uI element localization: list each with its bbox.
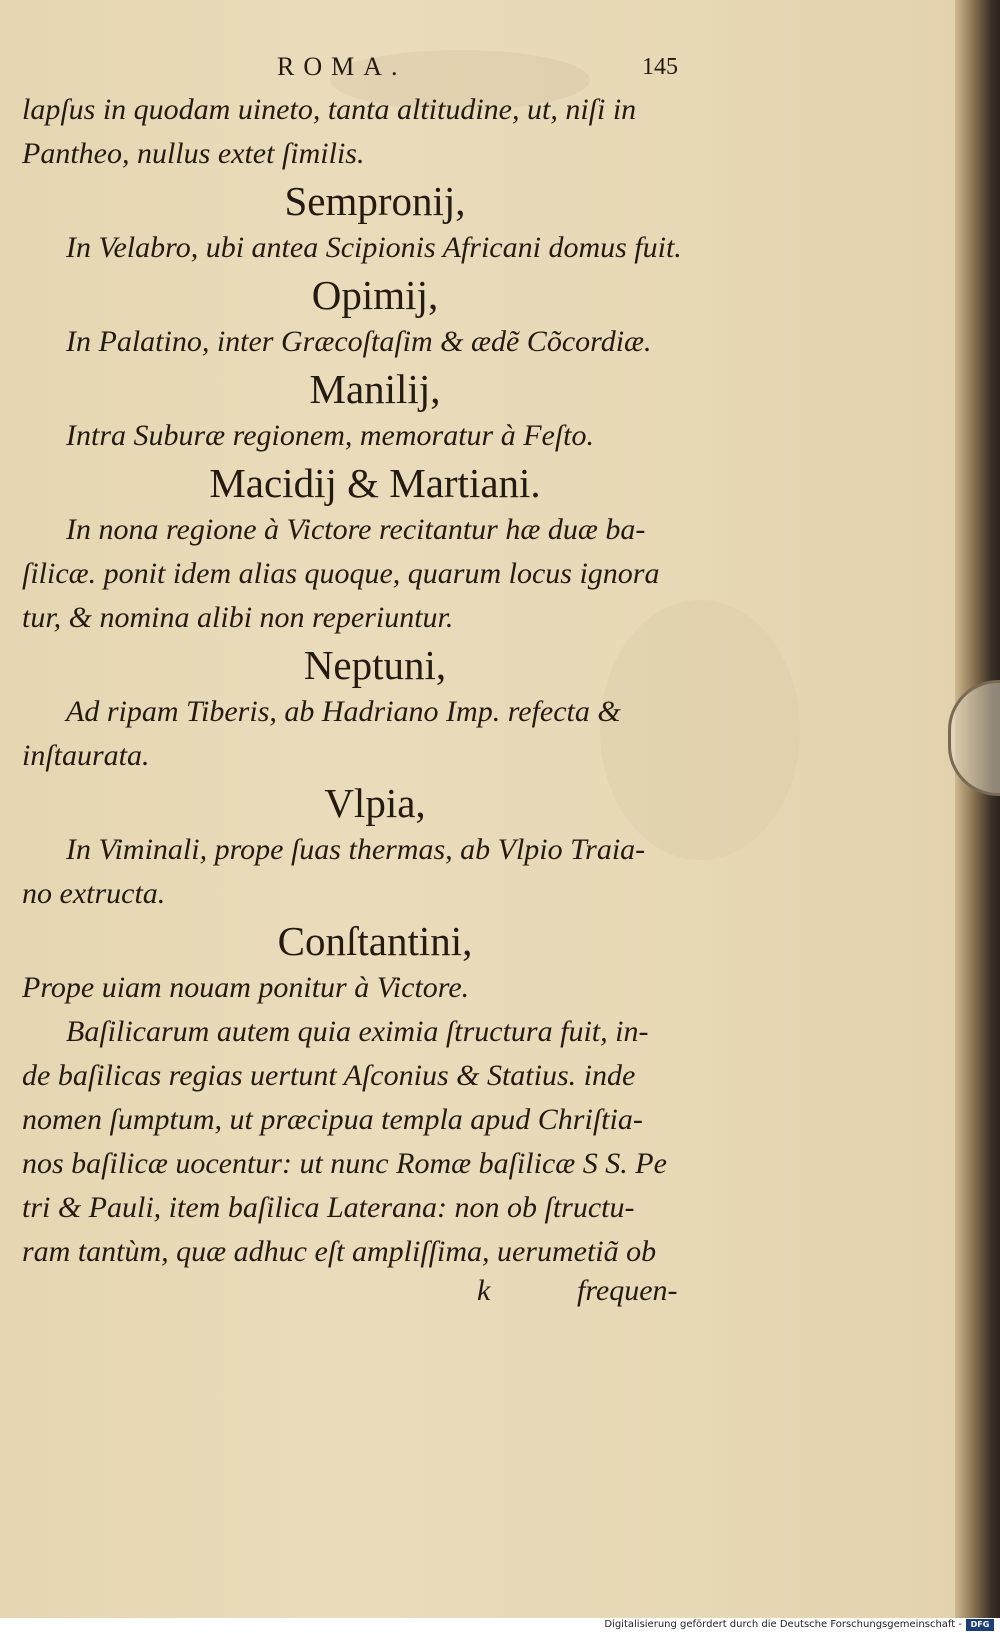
text-line: no extructa. [22, 877, 166, 910]
section-heading: Vlpia, [324, 780, 426, 826]
dfg-logo: DFG [966, 1619, 994, 1631]
text-line: nos baſilicæ uocentur: ut nunc Romæ baſilicæ S S. Pe [22, 1147, 667, 1180]
text-line: In Viminali, prope ſuas thermas, ab Vlpio Traia- [66, 833, 646, 866]
body-text [22, 88, 728, 1274]
digitization-footer [0, 1618, 1000, 1633]
section-heading: Neptuni, [303, 642, 447, 688]
section-heading: Sempronij, [284, 178, 466, 224]
text-line: Intra Suburæ regionem, memoratur à Feſto. [66, 419, 595, 452]
text-line: Baſilicarum autem quia eximia ſtructura fuit, in- [66, 1015, 649, 1048]
text-line: inſtaurata. [22, 739, 150, 772]
signature-mark: k [477, 1274, 491, 1307]
text-line: In Palatino, inter Græcoſtaſim & ædẽ Cõcordiæ. [66, 325, 652, 358]
catch-line [22, 1274, 728, 1318]
text-line: de baſilicas regias uertunt Aſconius & Statius. inde [22, 1059, 636, 1092]
section-heading: Macidij & Martiani. [209, 460, 541, 506]
text-line: tri & Pauli, item baſilica Laterana: non ob ſtructu- [22, 1191, 635, 1224]
catchword: frequen- [577, 1274, 678, 1307]
text-line: nomen ſumptum, ut præcipua templa apud Chriſtia- [22, 1103, 643, 1136]
text-block [22, 50, 728, 1318]
text-line: In Velabro, ubi antea Scipionis Africani domus fuit. [66, 231, 682, 264]
running-head [22, 50, 728, 88]
text-line: Prope uiam nouam ponitur à Victore. [22, 971, 470, 1004]
section-heading: Manilij, [309, 366, 441, 412]
running-title: ROMA. [277, 52, 407, 81]
text-line: lapſus in quodam uineto, tanta altitudine, ut, niſi in [22, 93, 637, 126]
section-heading: Conſtantini, [277, 918, 473, 964]
funding-credit: Digitalisierung gefördert durch die Deutsche Forschungsgemeinschaft - [604, 1619, 962, 1630]
book-fore-edge [955, 0, 1000, 1618]
text-line: In nona regione à Victore recitantur hæ duæ ba- [66, 513, 646, 546]
text-line: Ad ripam Tiberis, ab Hadriano Imp. refecta & [66, 695, 621, 728]
text-line: tur, & nomina alibi non reperiuntur. [22, 601, 454, 634]
page-number: 145 [642, 54, 678, 80]
text-line: ſilicæ. ponit idem alias quoque, quarum locus ignora [22, 557, 660, 590]
text-line: Pantheo, nullus extet ſimilis. [22, 137, 365, 170]
text-line: ram tantùm, quæ adhuc eſt ampliſſima, uerumetiã ob [22, 1235, 657, 1268]
section-heading: Opimij, [311, 272, 439, 318]
